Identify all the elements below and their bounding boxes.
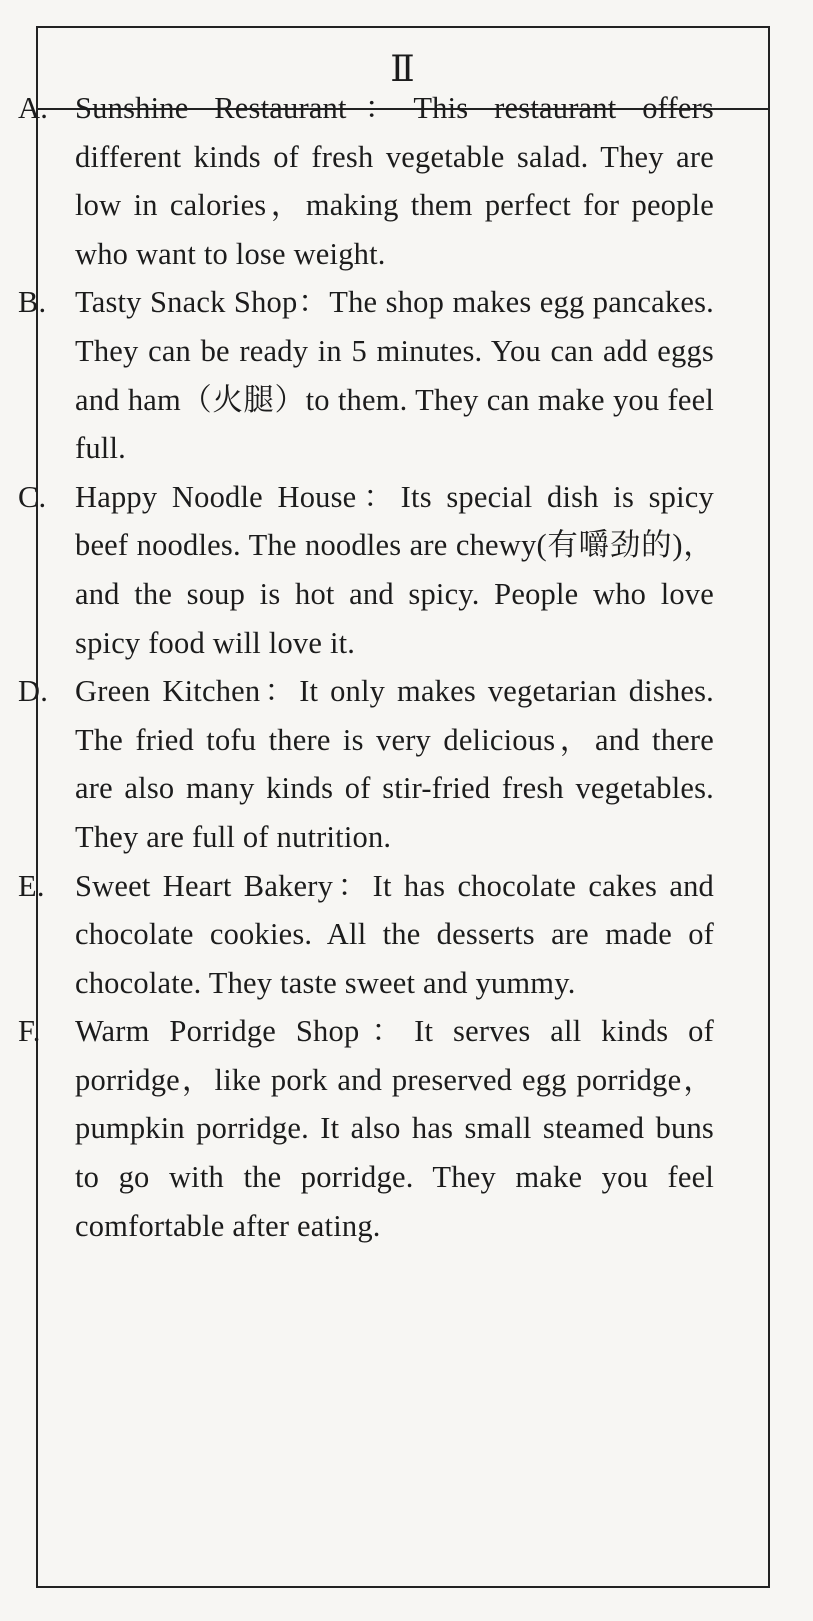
option-name: Tasty Snack Shop： [75, 285, 330, 320]
option-d [18, 667, 714, 861]
option-name: Happy Noodle House： [75, 479, 401, 514]
option-description: This restaurant offers different kinds of fresh vegetable salad. They are low in calories，making them perfect for people who want to lose weight. [75, 91, 714, 271]
option-letter: E. [18, 868, 45, 903]
option-letter: D. [18, 674, 49, 709]
option-description: Its special dish is spicy beef noodles. The noodles are chewy(有嚼劲的)，and the soup is hot and spicy. People who love spicy food will love it. [75, 479, 714, 660]
options-list [18, 84, 714, 1250]
option-name: Warm Porridge Shop： [75, 1014, 415, 1049]
option-letter: B. [18, 285, 47, 320]
option-c [18, 473, 714, 667]
option-description: It only makes vegetarian dishes. The fried tofu there is very delicious，and there are also many kinds of stir-fried fresh vegetables. They are full of nutrition. [75, 674, 714, 854]
option-a [18, 84, 714, 278]
option-f [18, 1007, 714, 1250]
section-numeral: Ⅱ [390, 48, 416, 90]
option-description: It has chocolate cakes and chocolate cookies. All the desserts are made of chocolate. They taste sweet and yummy. [75, 868, 714, 1000]
option-letter: F. [18, 1014, 41, 1049]
option-letter: A. [18, 91, 49, 125]
option-name: Sunshine Restaurant： [75, 91, 414, 125]
option-description: The shop makes egg pancakes. They can be ready in 5 minutes. You can add eggs and ham（火腿）to them. They can make you feel full. [75, 285, 714, 466]
option-name: Sweet Heart Bakery： [75, 868, 373, 903]
option-e [18, 862, 714, 1008]
option-b [18, 278, 714, 472]
option-description: It serves all kinds of porridge，like pork and preserved egg porridge，pumpkin porridge. It also has small steamed buns to go with the porridge. They make you feel comfortable after eating. [75, 1014, 714, 1243]
option-letter: C. [18, 479, 47, 514]
option-name: Green Kitchen： [75, 674, 300, 709]
